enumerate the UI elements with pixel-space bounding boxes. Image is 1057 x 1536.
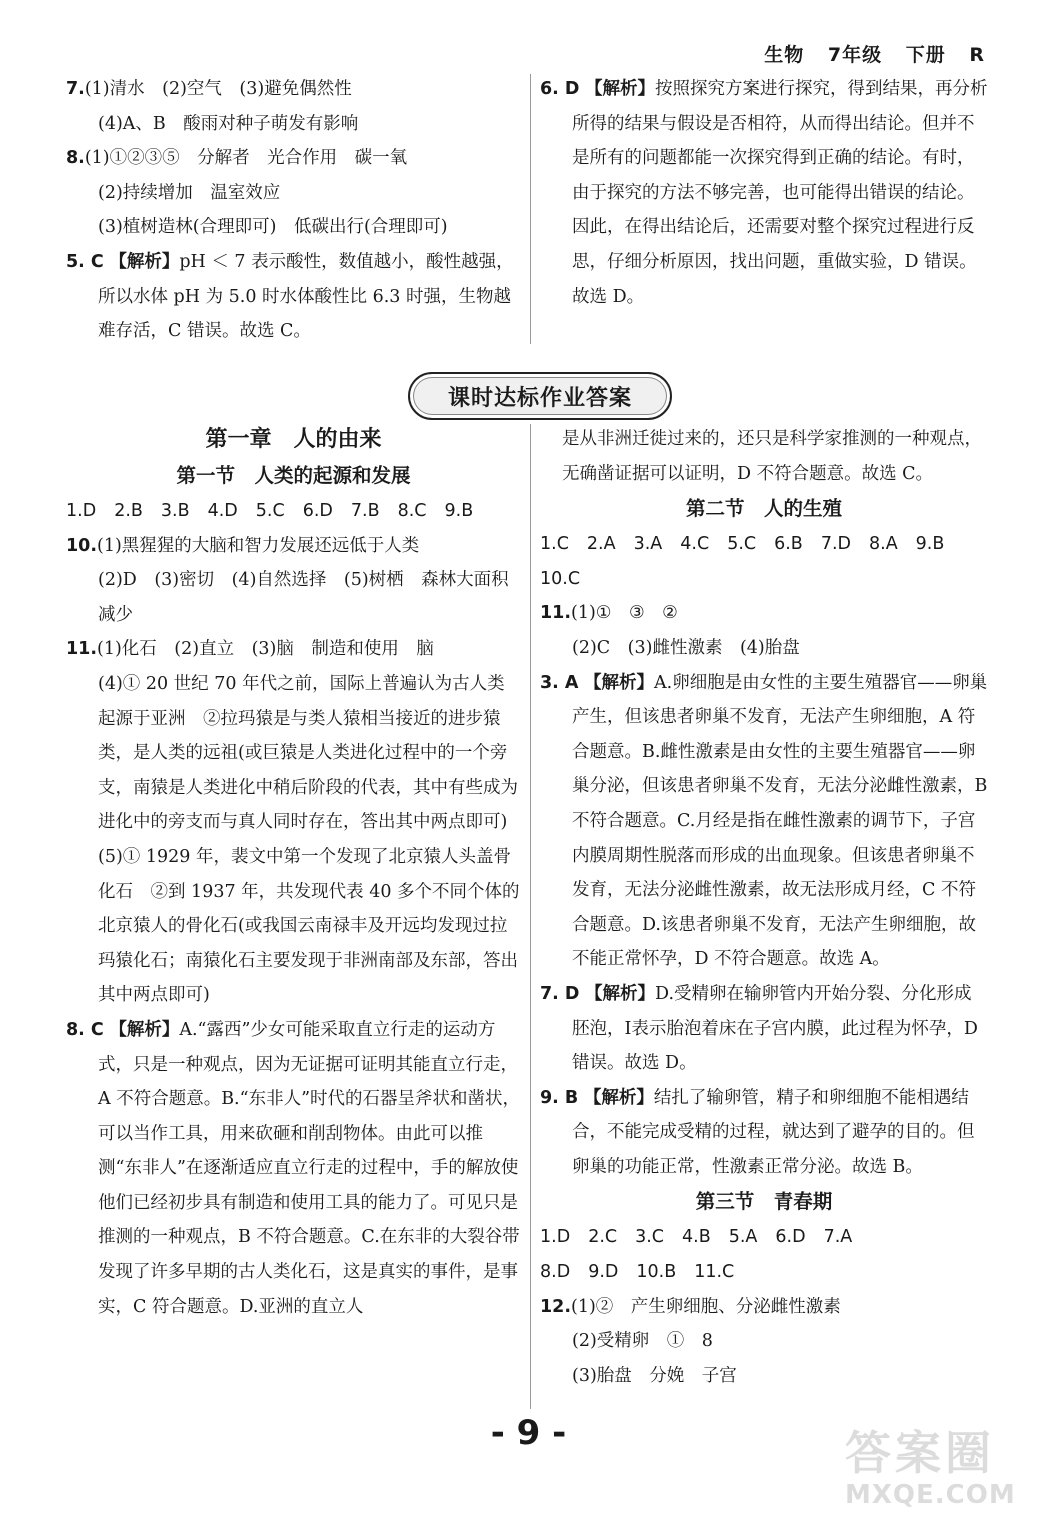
header-subject: 生物	[764, 44, 805, 66]
main-right-column	[540, 422, 988, 1393]
section-title: 第二节 人的生殖	[685, 497, 842, 521]
header-volume: 下册	[905, 44, 946, 66]
header-edition: R	[969, 44, 985, 66]
answer-sub: (2)持续增加 温室效应	[98, 182, 281, 203]
analysis-item: 7. D 【解析】D.受精卵在输卵管内开始分裂、分化形成胚泡，Ⅰ表示胎泡着床在子宫内膜，此过程为怀孕，D 错误。故选 D。	[540, 983, 978, 1074]
section-title: 第三节 青春期	[695, 1190, 833, 1214]
answer-item: 8.(1)①②③⑤ 分解者 光合作用 碳一氧	[66, 148, 408, 169]
analysis-item: 8. C 【解析】A.“露西”少女可能采取直立行走的运动方式，只是一种观点，因为无证据可证明其能直立行走，A 不符合题意。B.“东非人”时代的石器呈斧状和凿状，可以当作工具，用来砍砸和削刮物体。由此可以推测“东非人”在逐渐适应直立行走的过程中，手的解放使他们已经初步具有制造和使用工具的能力了。可见只是推测的一种观点，B 不符合题意。C.在东非的大裂谷带发现了许多早期的古人类化石，这是真实的事件，是事实，C 符合题意。D.亚洲的直立人	[66, 1019, 521, 1317]
analysis-item: 9. B 【解析】结扎了输卵管，精子和卵细胞不能相遇结合，不能完成受精的过程，就达到了避孕的目的。但卵巢的功能正常，性激素正常分泌。故选 B。	[540, 1087, 975, 1177]
answer-row: 8.D 9.D 10.B 11.C	[540, 1262, 735, 1283]
answer-row: 1.D 2.C 3.C 4.B 5.A 6.D 7.A	[540, 1227, 853, 1248]
main-left-column	[66, 422, 521, 1324]
chapter-title: 第一章 人的由来	[205, 427, 382, 452]
answer-sub: (2)受精卵 ① 8	[572, 1331, 713, 1352]
answer-item: 11.(1)① ③ ②	[540, 603, 678, 624]
analysis-item: 6. D 【解析】按照探究方案进行探究，得到结果，再分析所得的结果与假设是否相符，从而得出结论。但并不是所有的问题都能一次探究得到正确的结论。有时，由于探究的方法不够完善，也可能得出错误的结论。因此，在得出结论后，还需要对整个探究过程进行反思，仔细分析原因，找出问题，重做实验，D 错误。故选 D。	[540, 79, 988, 307]
answer-sub: (5)① 1929 年，裴文中第一个发现了北京猿人头盖骨化石 ②到 1937 年，共发现代表 40 多个不同个体的北京猿人的骨化石(或我国云南禄丰及开远均发现过拉玛猿化石；南猿化石主要发现于非洲南部及东部，答出其中两点即可)	[98, 846, 520, 1006]
column-divider-main	[530, 424, 531, 1409]
watermark-url: MXQE.COM	[845, 1480, 1016, 1510]
top-left-column	[66, 72, 521, 349]
answer-sub: (4)① 20 世纪 70 年代之前，国际上普遍认为古人类起源于亚洲 ②拉玛猿是与类人猿相当接近的进步猿类，是人类的远祖(或巨猿是人类进化过程中的一个旁支，南猿是人类进化中稍后阶段的代表，其中有些成为进化中的旁支而与真人同时存在，答出其中两点即可)	[98, 673, 518, 833]
answer-sub: (4)A、B 酸雨对种子萌发有影响	[98, 113, 359, 134]
continuation-text: 是从非洲迁徙过来的，还只是科学家推测的一种观点，无确凿证据可以证明，D 不符合题意。故选 C。	[562, 429, 982, 484]
section-banner: 课时达标作业答案	[408, 372, 672, 420]
answer-item: 12.(1)② 产生卵细胞、分泌雌性激素	[540, 1296, 841, 1317]
answer-sub: (3)胎盘 分娩 子宫	[572, 1365, 737, 1386]
answer-row: 1.C 2.A 3.A 4.C 5.C 6.B 7.D 8.A 9.B	[540, 534, 945, 555]
answer-sub: (2)C (3)雌性激素 (4)胎盘	[572, 637, 800, 658]
answer-item: 10.(1)黑猩猩的大脑和智力发展还远低于人类	[66, 535, 420, 556]
column-divider-top	[530, 74, 531, 344]
page-header	[748, 40, 985, 67]
answer-item: 7.(1)清水 (2)空气 (3)避免偶然性	[66, 79, 352, 99]
answer-sub: (3)植树造林(合理即可) 低碳出行(合理即可)	[98, 217, 448, 238]
answer-sub: (2)D (3)密切 (4)自然选择 (5)树栖 森林大面积减少	[98, 570, 509, 625]
answer-item: 11.(1)化石 (2)直立 (3)脑 制造和使用 脑	[66, 639, 434, 660]
analysis-item: 3. A 【解析】A.卵细胞是由女性的主要生殖器官——卵巢产生，但该患者卵巢不发育，无法产生卵细胞，A 符合题意。B.雌性激素是由女性的主要生殖器官——卵巢分泌，但该患者卵巢不发育，无法分泌雌性激素，B 不符合题意。C.月经是指在雌性激素的调节下，子宫内膜周期性脱落而形成的出血现象。但该患者卵巢不发育，无法分泌雌性激素，故无法形成月经，C 不符合题意。D.该患者卵巢不发育，无法产生卵细胞，故不能正常怀孕，D 不符合题意。故选 A。	[540, 672, 988, 970]
watermark	[845, 1426, 1035, 1516]
page-number: - 9 -	[490, 1413, 567, 1453]
answer-row: 1.D 2.B 3.B 4.D 5.C 6.D 7.B 8.C 9.B	[66, 501, 474, 521]
watermark-logo: 答案圈	[845, 1426, 995, 1480]
header-grade: 7年级	[827, 44, 883, 66]
section-title: 第一节 人类的起源和发展	[176, 464, 411, 487]
top-right-column	[540, 72, 988, 314]
answer-row: 10.C	[540, 568, 581, 589]
analysis-item: 5. C 【解析】pH ＜ 7 表示酸性，数值越小，酸性越强，所以水体 pH 为 5.0 时水体酸性比 6.3 时强，生物越难存活，C 错误。故选 C。	[66, 251, 514, 342]
